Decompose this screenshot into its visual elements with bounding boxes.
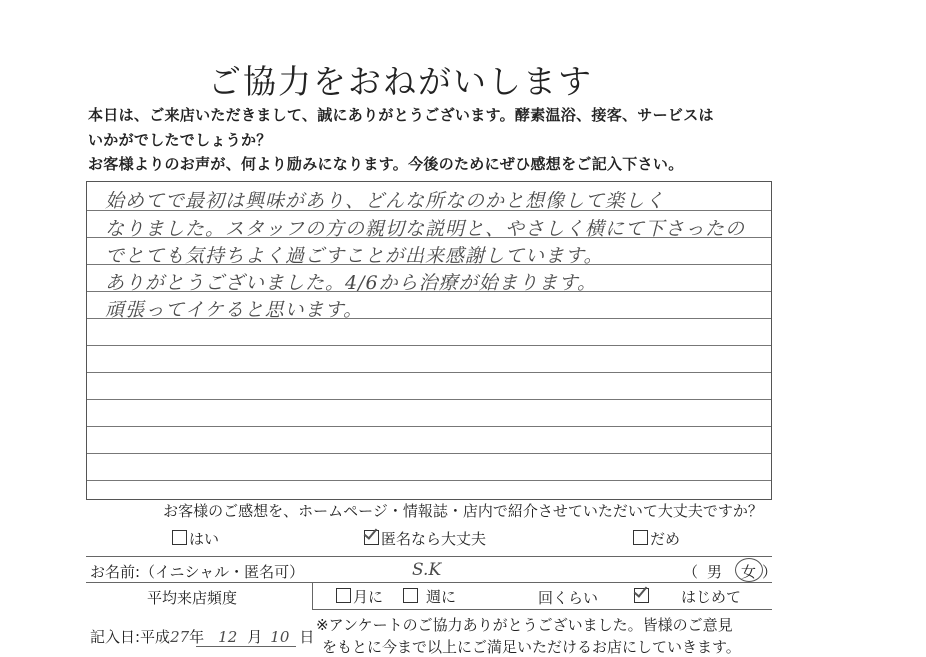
date-month[interactable]: 12 (218, 628, 238, 646)
comment-line-1: 始めてで最初は興味があり、どんな所なのかと想像して楽しく (105, 190, 666, 212)
gender-circle-mark (735, 558, 763, 582)
comment-line-2: なりました。スタッフの方の親切な説明と、やさしく横にて下さったの (105, 218, 746, 240)
checkbox-month[interactable] (336, 588, 351, 603)
checkbox-anonymous-checked[interactable] (364, 530, 379, 545)
ruled-line (87, 480, 771, 481)
date-month-suffix: 月 (247, 628, 263, 646)
date-day-suffix: 日 (299, 628, 315, 646)
footer-note-line-1: ※アンケートのご協力ありがとうございました。皆様のご意見 (316, 616, 733, 634)
frequency-month[interactable]: 月に (336, 586, 383, 607)
frequency-week[interactable]: 週に (403, 586, 456, 607)
intro-line-2: いかがでしたでしょうか？ (88, 131, 272, 149)
date-label: 記入日:平成 (90, 628, 171, 646)
frequency-times: 回くらい (538, 589, 599, 607)
ruled-line (87, 372, 771, 373)
comment-line-4: ありがとうございました。4/6から治療が始まります。 (105, 272, 598, 294)
page-title: ご協力をおねがいします (208, 62, 593, 101)
comment-line-5: 頑張ってイケると思います。 (105, 299, 364, 321)
consent-option-anonymous[interactable]: 匿名なら大丈夫 (364, 528, 486, 549)
comment-box[interactable] (86, 181, 772, 500)
intro-line-1: 本日は、ご来店いただきまして、誠にありがとうございます。酵素温浴、接客、サービスは (88, 106, 714, 124)
divider (86, 556, 772, 557)
paren-open: （ (683, 563, 699, 581)
name-label: お名前:（イニシャル・匿名可） (90, 563, 305, 581)
comment-line-3: でとても気持ちよく過ごすことが出来感謝しています。 (105, 245, 604, 267)
consent-option-yes[interactable]: はい (172, 528, 219, 549)
consent-option-no[interactable]: だめ (633, 528, 680, 549)
ruled-line (87, 426, 771, 427)
checkbox-yes[interactable] (172, 530, 187, 545)
consent-question: お客様のご感想を、ホームページ・情報誌・店内で紹介させていただいて大丈夫ですか？ (163, 502, 763, 520)
divider (312, 609, 772, 610)
date-entry (90, 626, 314, 647)
date-underline (196, 646, 296, 647)
ruled-line (87, 399, 771, 400)
ruled-line (87, 345, 771, 346)
intro-line-3: お客様よりのお声が、何より励みになります。今後のためにぜひ感想をご記入下さい。 (88, 155, 684, 173)
checkbox-first-checked[interactable] (634, 588, 649, 603)
gender-male[interactable]: 男 (707, 563, 723, 581)
divider (86, 582, 772, 583)
checkbox-week[interactable] (403, 588, 418, 603)
name-value[interactable]: S.K (412, 560, 442, 580)
divider (312, 582, 313, 609)
frequency-first[interactable]: はじめて (634, 586, 741, 607)
date-day[interactable]: 10 (270, 628, 290, 646)
ruled-line (87, 453, 771, 454)
gender-female[interactable]: 女 (741, 563, 757, 581)
date-year[interactable]: 27 (170, 628, 190, 646)
checkbox-no[interactable] (633, 530, 648, 545)
footer-note-line-2: をもとに今まで以上にご満足いただけるお店にしていきます。 (322, 638, 741, 656)
paren-close: ） (762, 563, 778, 581)
frequency-label: 平均来店頻度 (147, 589, 238, 607)
date-year-suffix: 年 (189, 628, 205, 646)
